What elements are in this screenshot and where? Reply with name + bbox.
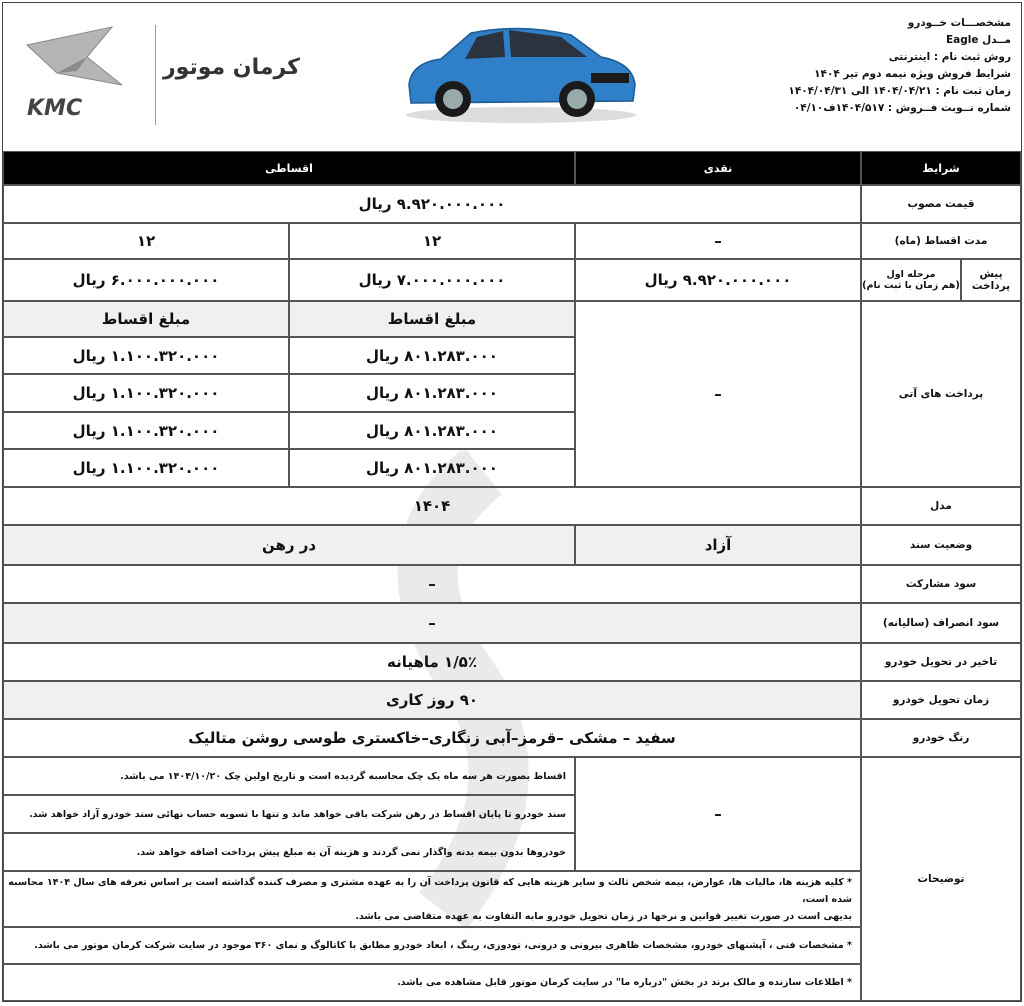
installment-a-4: ۸۰۱.۲۸۳.۰۰۰ ریال (289, 449, 575, 487)
delay-label: تاخیر در تحویل خودرو (861, 643, 1021, 681)
note-4-line-2: بدیهی است در صورت تغییر قوانین و نرخها در زمان تحویل خودرو مابه التفاوت به عهده متقاضی می باشد. (355, 910, 852, 922)
share-value: – (3, 565, 861, 603)
reg-time: زمان ثبت نام : ۱۴۰۴/۰۴/۲۱ الی ۱۴۰۴/۰۴/۳۱ (788, 85, 1011, 97)
car-image (401, 15, 641, 127)
installment-a-1: ۸۰۱.۲۸۳.۰۰۰ ریال (289, 337, 575, 374)
prepay-cash: ۹.۹۲۰.۰۰۰.۰۰۰ ریال (575, 259, 861, 301)
installment-b-2: ۱.۱۰۰.۳۲۰.۰۰۰ ریال (3, 374, 289, 412)
color-label: رنگ خودرو (861, 719, 1021, 757)
installment-b-4: ۱.۱۰۰.۳۲۰.۰۰۰ ریال (3, 449, 289, 487)
future-cash: – (575, 301, 861, 487)
note-6: * اطلاعات سازنده و مالک برند در بخش "درباره ما" در سایت کرمان موتور قابل مشاهده می باشد. (3, 964, 861, 1001)
term-cash: – (575, 223, 861, 259)
reg-method: روش ثبت نام : اینترنتی (888, 51, 1011, 63)
term-plan-b: ۱۲ (3, 223, 289, 259)
installment-header-b: مبلغ اقساط (3, 301, 289, 337)
future-label: پرداخت های آتی (861, 301, 1021, 487)
header (3, 3, 1021, 152)
delivery-label: زمان تحویل خودرو (861, 681, 1021, 719)
term-label: مدت اقساط (ماه) (861, 223, 1021, 259)
doc-cash: آزاد (575, 525, 861, 565)
sale-conditions: شرایط فروش ویژه نیمه دوم تیر ۱۴۰۴ (814, 68, 1011, 80)
price-value: ۹.۹۲۰.۰۰۰.۰۰۰ ریال (3, 185, 861, 223)
kmc-logo (17, 15, 147, 125)
installment-a-3: ۸۰۱.۲۸۳.۰۰۰ ریال (289, 412, 575, 449)
prepay-plan-a: ۷.۰۰۰.۰۰۰.۰۰۰ ریال (289, 259, 575, 301)
installment-a-2: ۸۰۱.۲۸۳.۰۰۰ ریال (289, 374, 575, 412)
price-sheet (2, 2, 1022, 1002)
prepay-label: پیش پرداخت (961, 259, 1021, 301)
color-value: سفید – مشکی –قرمز–آبی زنگاری–خاکستری طوسی روشن متالیک (3, 719, 861, 757)
stage-note: (هم زمان با ثبت نام) (862, 280, 960, 291)
doc-label: وضعیت سند (861, 525, 1021, 565)
turn-number: شماره نــوبت فــروش : ۱۴۰۴/۵۱۷ف۰۴/۱۰ (793, 102, 1011, 114)
term-plan-a: ۱۲ (289, 223, 575, 259)
installment-b-3: ۱.۱۰۰.۳۲۰.۰۰۰ ریال (3, 412, 289, 449)
doc-installment: در رهن (3, 525, 575, 565)
model-line: مــدل Eagle (945, 34, 1011, 46)
notes-label: توضیحات (861, 757, 1021, 1001)
installment-header-a: مبلغ اقساط (289, 301, 575, 337)
cancel-label: سود انصراف (سالیانه) (861, 603, 1021, 643)
installment-b-1: ۱.۱۰۰.۳۲۰.۰۰۰ ریال (3, 337, 289, 374)
note-1: اقساط بصورت هر سه ماه یک چک محاسبه گردیده است و تاریخ اولین چک ۱۴۰۴/۱۰/۲۰ می باشد. (3, 757, 575, 795)
note-2: سند خودرو تا پایان اقساط در رهن شرکت باقی خواهد ماند و تنها با تسویه حساب نهائی سند خودرو آزاد خواهد شد. (3, 795, 575, 833)
col-installment: اقساطی (3, 151, 575, 185)
col-conditions: شرایط (861, 151, 1021, 185)
stage-cell (861, 259, 961, 301)
cancel-value: – (3, 603, 861, 643)
specs-title: مشخصـــات خــودرو (907, 17, 1011, 29)
col-cash: نقدی (575, 151, 861, 185)
logo-divider (155, 25, 156, 125)
delay-value: ۱/۵٪ ماهیانه (3, 643, 861, 681)
prepay-plan-b: ۶.۰۰۰.۰۰۰.۰۰۰ ریال (3, 259, 289, 301)
note-4 (3, 871, 861, 927)
note-5: * مشخصات فنی ، آپشنهای خودرو، مشخصات ظاهری بیرونی و درونی، تودوزی، رینگ ، ابعاد خودرو مطابق با کاتالوگ و نمای ۳۶۰ موجود در سایت شرکت کرمان موتور می باشد. (3, 927, 861, 964)
delivery-value: ۹۰ روز کاری (3, 681, 861, 719)
specs-block (711, 15, 1011, 117)
model-value: ۱۴۰۴ (3, 487, 861, 525)
share-label: سود مشارکت (861, 565, 1021, 603)
brand-name: کرمان موتور (163, 55, 300, 80)
brand-en: KMC (27, 96, 83, 121)
note-3: خودروها بدون بیمه بدنه واگذار نمی گردند و هزینه آن به مبلغ پیش پرداخت اضافه خواهد شد. (3, 833, 575, 871)
model-label: مدل (861, 487, 1021, 525)
note-4-line-1: * کلیه هزینه ها، مالیات ها، عوارض، بیمه شخص ثالث و سایر هزینه هایی که قانون پرداخت آن را به عهده مشتری و مصرف کننده گذاشته است بر اساس تعرفه های سال ۱۴۰۴ محاسبه شده است، (8, 876, 852, 905)
price-label: قیمت مصوب (861, 185, 1021, 223)
price-table (3, 151, 1021, 1001)
stage-label: مرحله اول (886, 269, 936, 280)
notes-cash: – (575, 757, 861, 871)
